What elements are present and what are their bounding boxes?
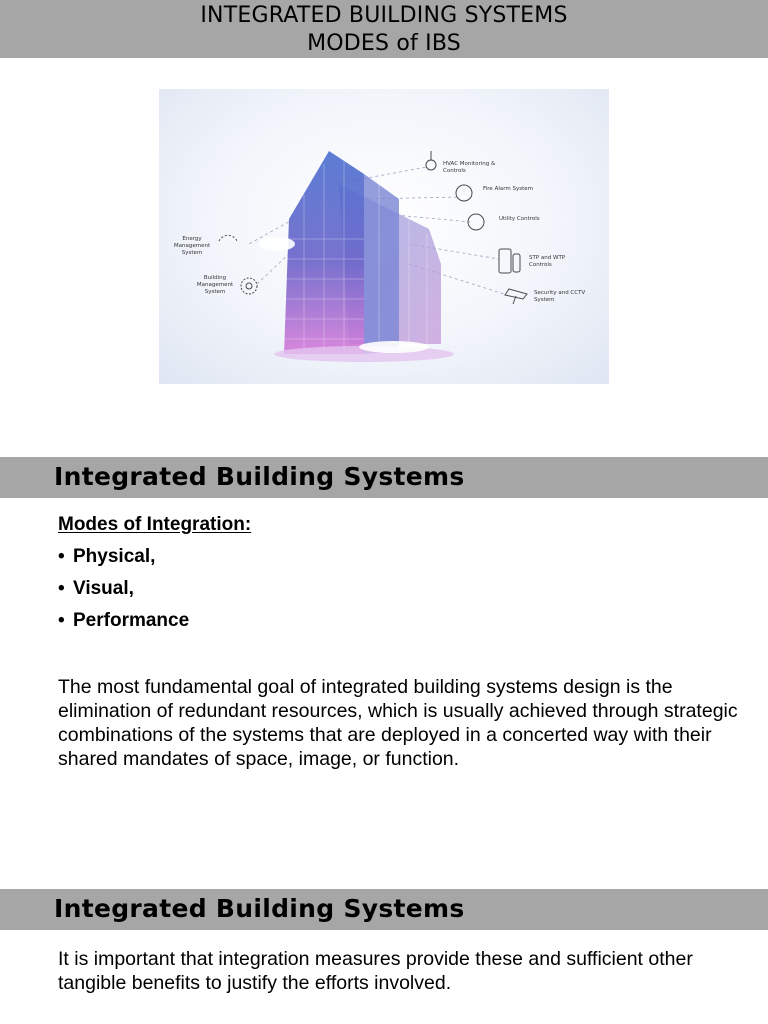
modes-of-integration-heading: Modes of Integration: [58, 514, 252, 535]
title-band [0, 0, 768, 58]
bullet-icon: • [58, 578, 65, 599]
fire-alarm-label: Fire Alarm System [483, 186, 534, 192]
stp-label: STP and WTP Controls [529, 255, 566, 268]
building-systems-illustration [159, 89, 609, 384]
bullet-icon: • [58, 610, 65, 631]
bullet-text: Visual, [73, 578, 134, 599]
bullet-text: Performance [73, 610, 190, 631]
security-label: Security and CCTV System [534, 290, 586, 303]
bullet-icon: • [58, 546, 65, 567]
utility-label: Utility Controls [499, 216, 540, 222]
bullet-text: Physical, [73, 546, 156, 567]
section-header-1 [0, 457, 768, 498]
list-item [58, 578, 134, 600]
page-title: INTEGRATED BUILDING SYSTEMS [200, 3, 568, 28]
section2-paragraph: It is important that integration measures provide these and sufficient other tangible benefits to justify the efforts involved. [58, 948, 693, 994]
section1-paragraph: The most fundamental goal of integrated building systems design is the elimination of redundant resources, which is usually achieved through strategic combinations of the systems that are deployed in a concerted way with their shared mandates of space, image, or function. [58, 676, 738, 770]
section-heading-1: Integrated Building Systems [54, 462, 465, 491]
section-heading-2: Integrated Building Systems [54, 894, 465, 923]
section-header-2 [0, 889, 768, 930]
energy-label: Energy Management System [173, 236, 211, 256]
list-item [58, 546, 155, 568]
bms-label: Building Management System [196, 275, 234, 295]
list-item [58, 610, 189, 632]
building-illustration-graphic [159, 89, 609, 384]
hvac-label: HVAC Monitoring & Controls [443, 161, 496, 174]
page-subtitle: MODES of IBS [307, 31, 461, 56]
